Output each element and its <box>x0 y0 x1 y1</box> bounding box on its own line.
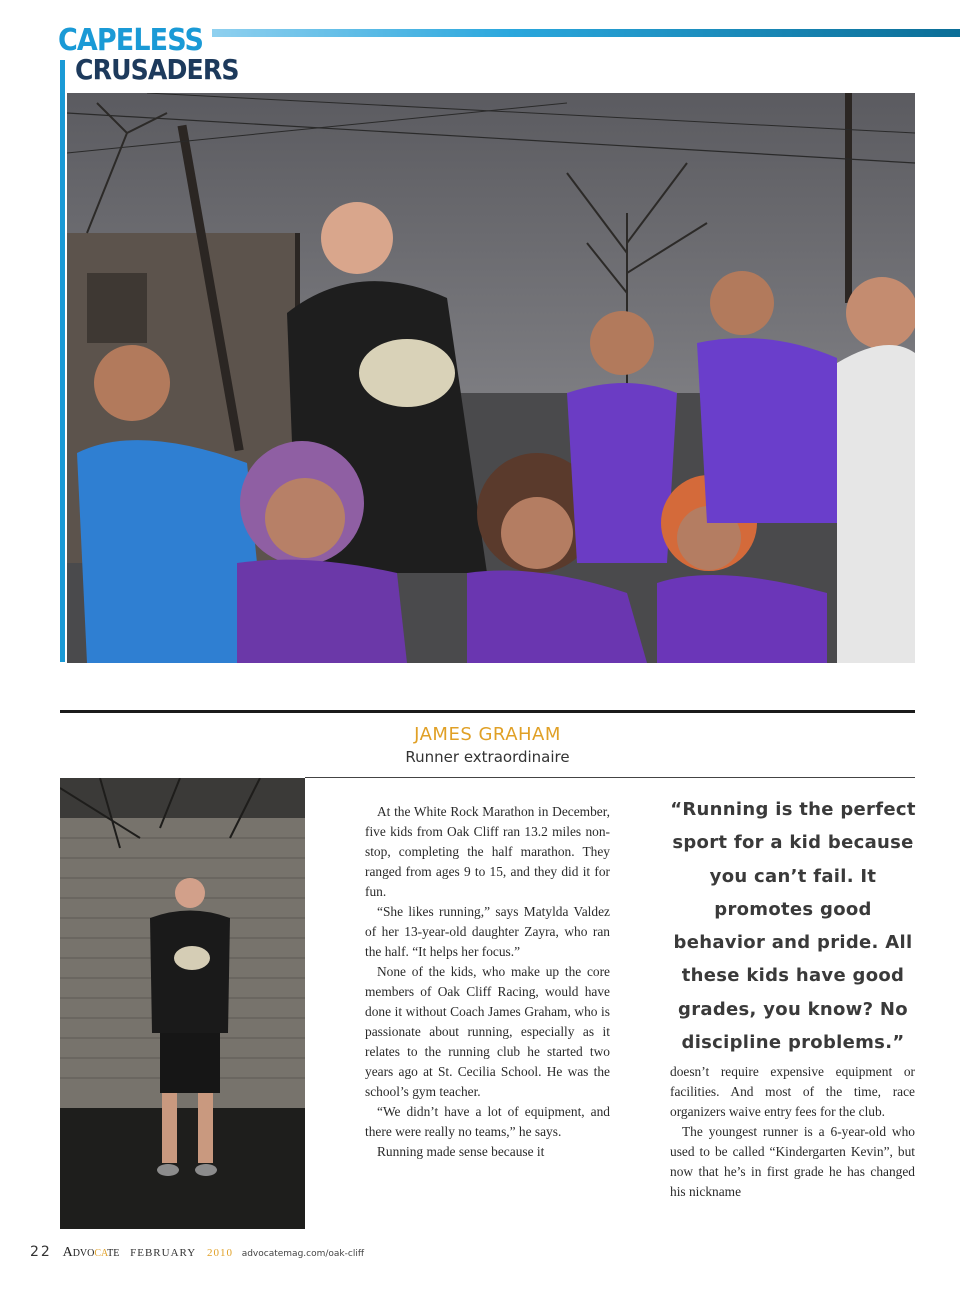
pull-quote: “Running is the perfect sport for a kid because you can’t fail. It promotes good behavior and pride. All these kids have good grades, you know? No discipline problems.” <box>670 799 916 1054</box>
section-title-line1: CAPELESS <box>58 23 204 58</box>
article-paragraph: Running made sense because it <box>377 1144 545 1159</box>
article-column-1 <box>365 802 610 1162</box>
profile-name: JAMES GRAHAM <box>414 724 561 745</box>
issue-month: FEBRUARY <box>130 1247 197 1259</box>
article-paragraph: None of the kids, who make up the core members of Oak Cliff Racing, would have done it without Coach James Graham, who is passionate about running, especially as it relates to the running club he started two years ago at St. Cecilia School. He was the school’s gym teacher. <box>365 964 610 1099</box>
profile-divider <box>305 777 915 778</box>
logo-text-end: te <box>107 1245 120 1260</box>
section-title-line2: CRUSADERS <box>75 53 239 86</box>
header-side-line <box>60 60 65 662</box>
footer-url: advocatemag.com/oak-cliff <box>241 1249 365 1259</box>
logo-text-start: Advo <box>62 1245 95 1260</box>
portrait-photo <box>60 778 305 1229</box>
profile-subtitle: Runner extraordinaire <box>405 748 570 766</box>
page-footer <box>30 1244 364 1261</box>
main-photo <box>67 93 915 663</box>
article-paragraph: The youngest runner is a 6-year-old who used to be called “Kindergarten Kevin”, but now that he’s in first grade he has changed his nickname <box>670 1124 915 1199</box>
article-paragraph: At the White Rock Marathon in December, five kids from Oak Cliff ran 13.2 miles non-stop, completing the half marathon. They ranged from ages 9 to 15, and they did it for fun. <box>365 804 610 899</box>
page-number: 22 <box>30 1244 52 1260</box>
article-paragraph: “She likes running,” says Matylda Valdez of her 13-year-old daughter Zayra, who ran the half. “It helps her focus.” <box>365 904 610 959</box>
magazine-logo <box>63 1245 120 1260</box>
article-paragraph: doesn’t require expensive equipment or facilities. And most of the time, race organizers waive entry fees for the club. <box>670 1064 915 1119</box>
header-accent-bar <box>212 29 960 37</box>
article-paragraph: “We didn’t have a lot of equipment, and there were really no teams,” he says. <box>365 1104 610 1139</box>
issue-year: 2010 <box>206 1247 233 1259</box>
article-column-2 <box>670 1062 915 1202</box>
profile-top-rule <box>60 710 915 713</box>
logo-text-accent: ca <box>94 1245 108 1260</box>
